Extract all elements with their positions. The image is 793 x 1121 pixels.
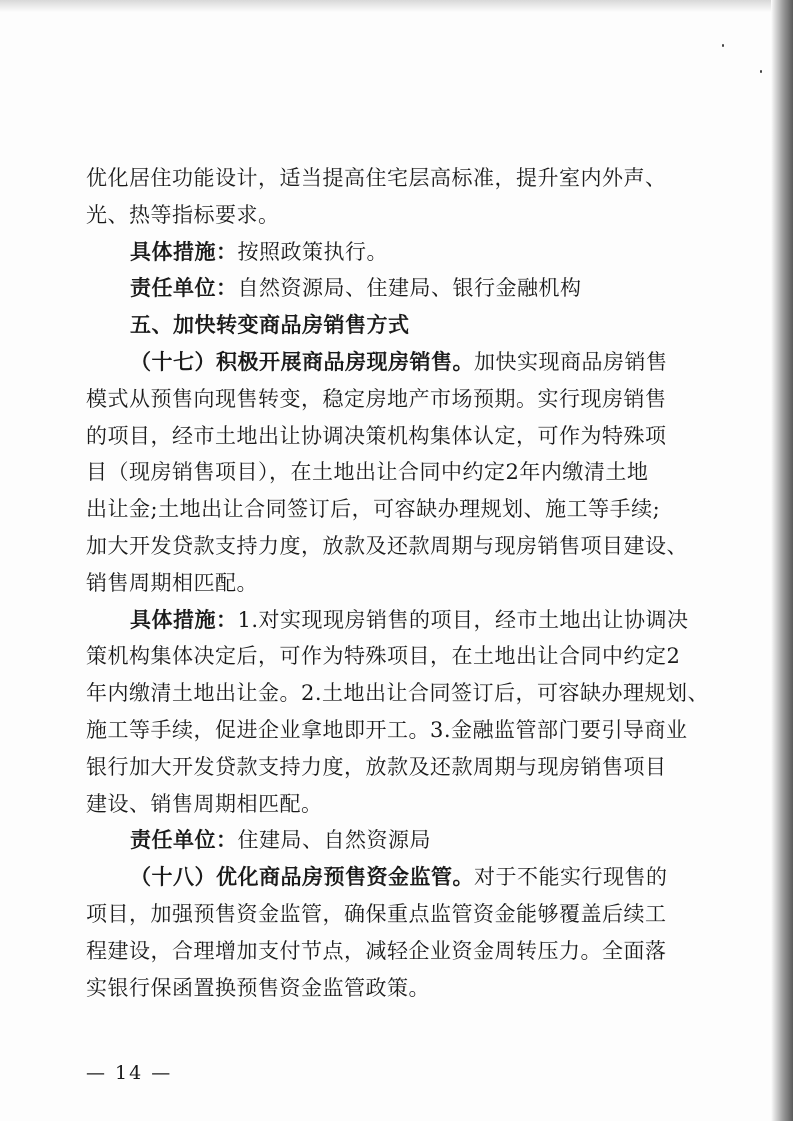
scan-speck [722,44,724,47]
measure-label: 具体措施： [130,239,238,264]
scan-edge-top [0,0,793,12]
paragraph-line: 模式从预售向现售转变，稳定房地产市场预期。实行现房销售 [86,386,667,411]
paragraph-line: 光、热等指标要求。 [86,202,280,227]
paragraph-line: 项目，加强预售资金监管，确保重点监管资金能够覆盖后续工 [86,901,667,926]
paragraph-line: 银行加大开发贷款支持力度，放款及还款周期与现房销售项目 [86,754,667,779]
item-text: 对于不能实行现售的 [474,865,668,890]
paragraph-line: 的项目，经市土地出让协调决策机构集体认定，可作为特殊项 [86,423,667,448]
responsible-unit-line [86,822,676,859]
paragraph-line: 加大开发贷款支持力度，放款及还款周期与现房销售项目建设、 [86,533,688,558]
measure-line [86,602,689,639]
document-body [86,160,710,1006]
responsible-unit-text: 自然资源局、住建局、银行金融机构 [237,276,582,301]
paragraph-line: 销售周期相匹配。 [86,570,258,595]
item-heading-line [86,344,676,381]
scan-edge-right [771,0,793,1121]
paragraph-line: 出让金;土地出让合同签订后，可容缺办理规划、施工等手续; [86,497,661,522]
paragraph-line: 目（现房销售项目），在土地出让合同中约定2年内缴清土地 [86,460,649,485]
responsible-unit-text: 住建局、自然资源局 [237,828,431,853]
paragraph-line: 程建设，合理增加支付节点，减轻企业资金周转压力。全面落 [86,938,667,963]
scan-speck [760,70,762,73]
measure-line [86,234,676,271]
paragraph-line: 策机构集体决定后，可作为特殊项目，在土地出让合同中约定2 [86,644,681,669]
item-title: （十八）优化商品房预售资金监管。 [130,865,474,890]
paragraph-line: 年内缴清土地出让金。2.土地出让合同签订后，可容缺办理规划、 [86,681,710,706]
item-title: （十七）积极开展商品房现房销售。 [130,349,474,374]
item-text: 加快实现商品房销售 [474,349,668,374]
section-heading: 五、加快转变商品房销售方式 [130,313,410,338]
page-number: — 14 — [86,1062,173,1084]
paragraph-line: 优化居住功能设计，适当提高住宅层高标准，提升室内外声、 [86,166,667,190]
paragraph-line: 施工等手续，促进企业拿地即开工。3.金融监管部门要引导商业 [86,717,688,742]
measure-text: 1.对实现现房销售的项目，经市土地出让协调决 [237,607,689,632]
responsible-unit-label: 责任单位： [130,828,238,853]
responsible-unit-line [86,270,676,307]
measure-text: 按照政策执行。 [237,239,388,264]
paragraph-line: 实银行保函置换预售资金监管政策。 [86,975,430,1000]
responsible-unit-label: 责任单位： [130,276,238,301]
measure-label: 具体措施： [130,607,238,632]
item-heading-line [86,859,676,896]
paragraph-line: 建设、销售周期相匹配。 [86,791,323,816]
